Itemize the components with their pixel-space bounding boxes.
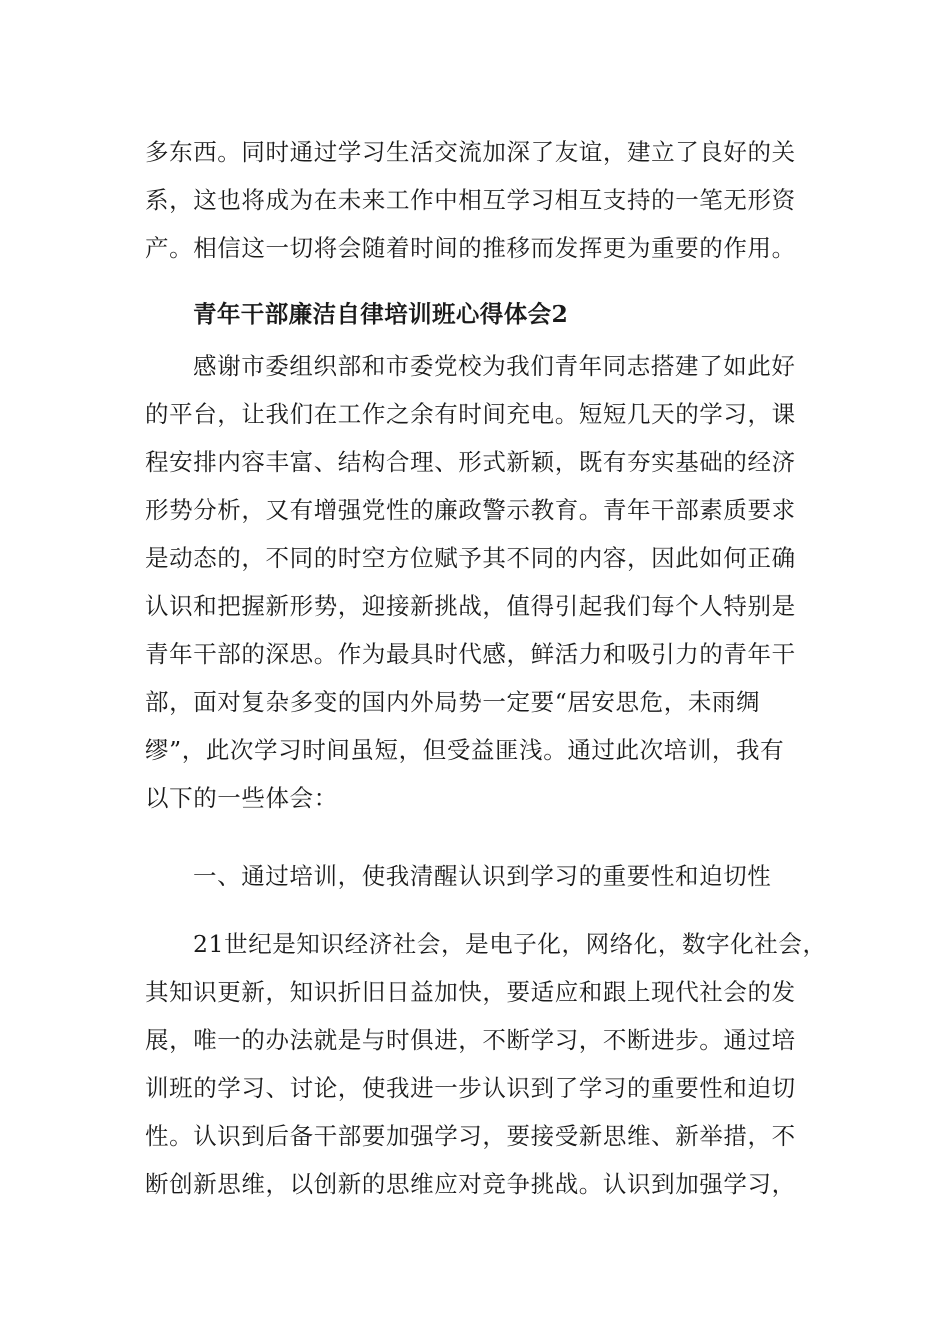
intro-line-3: 产。相信这一切将会随着时间的推移而发挥更为重要的作用。 — [145, 234, 796, 262]
intro-line-1: 多东西。同时通过学习生活交流加深了友谊，建立了良好的关 — [145, 138, 796, 166]
paragraph2-line-4: 训班的学习、讨论，使我进一步认识到了学习的重要性和迫切 — [145, 1074, 796, 1102]
paragraph1-line-2: 的平台，让我们在工作之余有时间充电。短短几天的学习，课 — [145, 400, 796, 428]
paragraph1-line-9: 缪”，此次学习时间虽短，但受益匪浅。通过此次培训，我有 — [145, 736, 785, 764]
intro-line-2: 系，这也将成为在未来工作中相互学习相互支持的一笔无形资 — [145, 186, 796, 214]
paragraph1-line-7: 青年干部的深思。作为最具时代感，鲜活力和吸引力的青年干 — [145, 640, 796, 668]
paragraph1-line-10: 以下的一些体会： — [145, 784, 338, 812]
paragraph1-line-6: 认识和把握新形势，迎接新挑战，值得引起我们每个人特别是 — [145, 592, 796, 620]
paragraph1-line-4: 形势分析，又有增强党性的廉政警示教育。青年干部素质要求 — [145, 496, 796, 524]
paragraph1-line-1: 感谢市委组织部和市委党校为我们青年同志搭建了如此好 — [193, 352, 796, 380]
paragraph1-line-3: 程安排内容丰富、结构合理、形式新颖，既有夯实基础的经济 — [145, 448, 796, 476]
paragraph1-line-5: 是动态的，不同的时空方位赋予其不同的内容，因此如何正确 — [145, 544, 796, 572]
paragraph2-line-6: 断创新思维，以创新的思维应对竞争挑战。认识到加强学习， — [145, 1170, 796, 1198]
paragraph2-line-2: 其知识更新，知识折旧日益加快，要适应和跟上现代社会的发 — [145, 978, 796, 1006]
paragraph1-line-8: 部，面对复杂多变的国内外局势一定要“居安思危，未雨绸 — [145, 688, 761, 716]
paragraph2-line-1: 21世纪是知识经济社会，是电子化，网络化，数字化社会， — [193, 930, 827, 958]
subheading: 一、通过培训，使我清醒认识到学习的重要性和迫切性 — [193, 862, 772, 890]
paragraph2-line-3: 展，唯一的办法就是与时俱进，不断学习，不断进步。通过培 — [145, 1026, 796, 1054]
paragraph2-line-5: 性。认识到后备干部要加强学习，要接受新思维、新举措，不 — [145, 1122, 796, 1150]
section-title: 青年干部廉洁自律培训班心得体会2 — [193, 300, 569, 328]
